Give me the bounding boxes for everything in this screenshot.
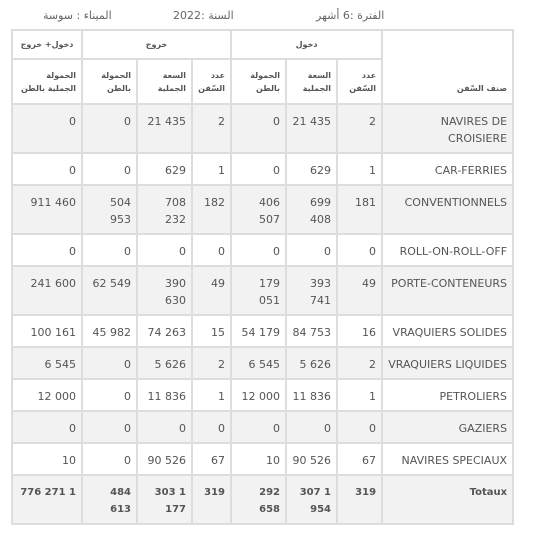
- out-cargo-cell: 0: [82, 347, 137, 379]
- in-cargo-cell: 54 179: [231, 315, 286, 347]
- table-row: [12, 234, 513, 266]
- out-gross-cell: 629: [137, 153, 192, 185]
- in-ships-cell: 0: [337, 411, 382, 443]
- out-gross-cell: 74 263: [137, 315, 192, 347]
- in-gross-cell: 84 753: [286, 315, 337, 347]
- column-header-out-gross: السعة الجملية: [137, 59, 192, 104]
- category-cell: Totaux: [382, 475, 513, 524]
- in-ships-cell: 2: [337, 347, 382, 379]
- out-cargo-cell: 0: [82, 104, 137, 153]
- in-cargo-cell: 0: [231, 104, 286, 153]
- total-cargo-cell: 10: [12, 443, 82, 475]
- out-gross-cell: 5 626: [137, 347, 192, 379]
- out-cargo-cell: 62 549: [82, 266, 137, 315]
- table-row: [12, 153, 513, 185]
- category-cell: NAVIRES DE CROISIERE: [382, 104, 513, 153]
- in-ships-cell: 49: [337, 266, 382, 315]
- group-header-total: دخول+ خروج: [12, 30, 82, 59]
- year-label: السنة :2022: [173, 9, 234, 22]
- in-gross-cell: 0: [286, 411, 337, 443]
- in-gross-cell: 11 836: [286, 379, 337, 411]
- in-cargo-cell: 6 545: [231, 347, 286, 379]
- in-cargo-cell: 12 000: [231, 379, 286, 411]
- table-row: [12, 266, 513, 315]
- in-cargo-cell: 10: [231, 443, 286, 475]
- out-ships-cell: 1: [192, 379, 231, 411]
- out-cargo-cell: 0: [82, 379, 137, 411]
- column-header-in-cargo: الحمولة بالطن: [231, 59, 286, 104]
- category-cell: ROLL-ON-ROLL-OFF: [382, 234, 513, 266]
- in-ships-cell: 16: [337, 315, 382, 347]
- out-gross-cell: 21 435: [137, 104, 192, 153]
- group-header-in: دخول: [231, 30, 382, 59]
- total-cargo-cell: 0: [12, 234, 82, 266]
- out-cargo-cell: 0: [82, 443, 137, 475]
- total-cargo-cell: 241 600: [12, 266, 82, 315]
- in-gross-cell: 699 408: [286, 185, 337, 234]
- in-cargo-cell: 292 658: [231, 475, 286, 524]
- group-header-out: خروج: [82, 30, 231, 59]
- in-ships-cell: 181: [337, 185, 382, 234]
- in-gross-cell: 393 741: [286, 266, 337, 315]
- out-gross-cell: 0: [137, 411, 192, 443]
- column-header-in-gross: السعة الجملية: [286, 59, 337, 104]
- total-cargo-cell: 911 460: [12, 185, 82, 234]
- table-row: [12, 443, 513, 475]
- category-column-header: صنف السّفن: [382, 30, 513, 104]
- port-label: الميناء : سوسة: [43, 9, 112, 22]
- column-header-out-ships: عدد السّفن: [192, 59, 231, 104]
- out-gross-cell: 390 630: [137, 266, 192, 315]
- category-cell: NAVIRES SPECIAUX: [382, 443, 513, 475]
- category-cell: GAZIERS: [382, 411, 513, 443]
- in-ships-cell: 0: [337, 234, 382, 266]
- out-gross-cell: 303 1 177: [137, 475, 192, 524]
- in-gross-cell: 307 1 954: [286, 475, 337, 524]
- out-cargo-cell: 0: [82, 153, 137, 185]
- period-label: الفترة :6 أشهر: [316, 9, 385, 22]
- table-row: [12, 104, 513, 153]
- category-cell: VRAQUIERS LIQUIDES: [382, 347, 513, 379]
- in-ships-cell: 2: [337, 104, 382, 153]
- ship-traffic-table: [11, 29, 514, 525]
- table-row: [12, 347, 513, 379]
- category-cell: PETROLIERS: [382, 379, 513, 411]
- total-cargo-cell: 0: [12, 104, 82, 153]
- in-gross-cell: 90 526: [286, 443, 337, 475]
- column-header-in-ships: عدد السّفن: [337, 59, 382, 104]
- total-cargo-cell: 12 000: [12, 379, 82, 411]
- out-gross-cell: 0: [137, 234, 192, 266]
- column-header-out-cargo: الحمولة بالطن: [82, 59, 137, 104]
- total-cargo-cell: 0: [12, 153, 82, 185]
- out-cargo-cell: 0: [82, 411, 137, 443]
- out-cargo-cell: 45 982: [82, 315, 137, 347]
- in-gross-cell: 629: [286, 153, 337, 185]
- in-gross-cell: 5 626: [286, 347, 337, 379]
- category-cell: CAR-FERRIES: [382, 153, 513, 185]
- out-cargo-cell: 0: [82, 234, 137, 266]
- total-cargo-cell: 0: [12, 411, 82, 443]
- total-cargo-cell: 776 271 1: [12, 475, 82, 524]
- out-ships-cell: 0: [192, 411, 231, 443]
- in-gross-cell: 0: [286, 234, 337, 266]
- in-cargo-cell: 0: [231, 411, 286, 443]
- category-cell: CONVENTIONNELS: [382, 185, 513, 234]
- in-cargo-cell: 179 051: [231, 266, 286, 315]
- out-ships-cell: 0: [192, 234, 231, 266]
- table-row: [12, 315, 513, 347]
- out-ships-cell: 2: [192, 347, 231, 379]
- in-ships-cell: 1: [337, 379, 382, 411]
- in-gross-cell: 21 435: [286, 104, 337, 153]
- category-cell: VRAQUIERS SOLIDES: [382, 315, 513, 347]
- out-ships-cell: 67: [192, 443, 231, 475]
- total-cargo-cell: 6 545: [12, 347, 82, 379]
- out-gross-cell: 708 232: [137, 185, 192, 234]
- out-gross-cell: 11 836: [137, 379, 192, 411]
- in-ships-cell: 67: [337, 443, 382, 475]
- out-ships-cell: 319: [192, 475, 231, 524]
- out-ships-cell: 182: [192, 185, 231, 234]
- out-gross-cell: 90 526: [137, 443, 192, 475]
- table-row: [12, 185, 513, 234]
- total-cargo-cell: 100 161: [12, 315, 82, 347]
- out-ships-cell: 2: [192, 104, 231, 153]
- category-cell: PORTE-CONTENEURS: [382, 266, 513, 315]
- in-cargo-cell: 0: [231, 153, 286, 185]
- column-header-total-cargo: الحمولة الجملية بالطن: [12, 59, 82, 104]
- in-ships-cell: 1: [337, 153, 382, 185]
- in-ships-cell: 319: [337, 475, 382, 524]
- table-row: [12, 411, 513, 443]
- in-cargo-cell: 406 507: [231, 185, 286, 234]
- out-cargo-cell: 504 953: [82, 185, 137, 234]
- out-ships-cell: 15: [192, 315, 231, 347]
- totals-row: [12, 475, 513, 524]
- out-ships-cell: 1: [192, 153, 231, 185]
- table-row: [12, 379, 513, 411]
- out-ships-cell: 49: [192, 266, 231, 315]
- in-cargo-cell: 0: [231, 234, 286, 266]
- out-cargo-cell: 484 613: [82, 475, 137, 524]
